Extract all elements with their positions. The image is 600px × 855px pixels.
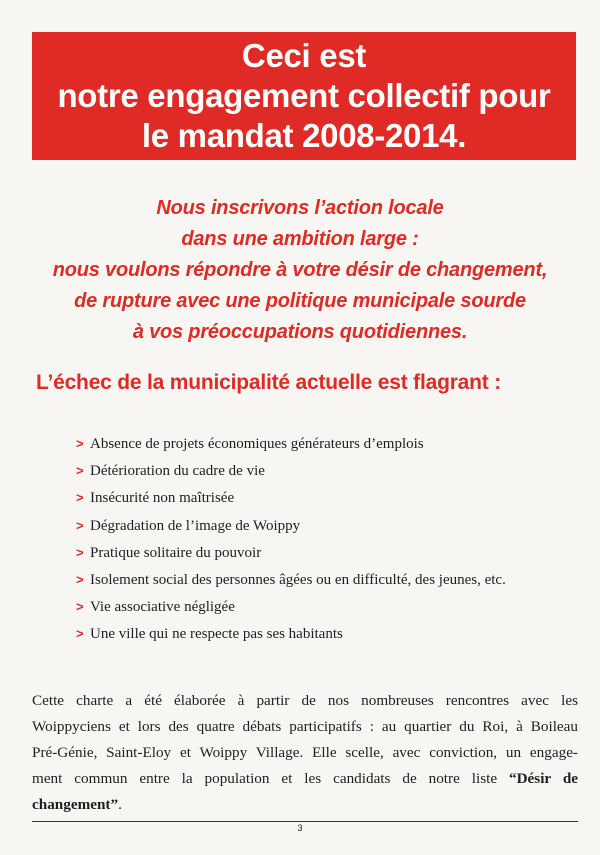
charter-line-3: Pré-Génie, Saint-Eloy et Woippy Village. Elle scelle, avec conviction, un engage- bbox=[32, 744, 578, 761]
list-item-text: Dégradation de l’image de Woippy bbox=[90, 517, 301, 534]
bullet-arrow-icon: > bbox=[76, 571, 84, 587]
title-line-1: Ceci est bbox=[241, 37, 367, 74]
list-item-text: Vie associative négligée bbox=[90, 599, 235, 616]
charter-line-4 bbox=[32, 766, 578, 792]
bullet-arrow-icon: > bbox=[76, 599, 84, 615]
page-number: 3 bbox=[297, 823, 303, 833]
bullet-arrow-icon: > bbox=[76, 436, 84, 451]
list-item bbox=[76, 484, 506, 511]
list-name-part1: “Désir de bbox=[509, 770, 579, 787]
footer-divider bbox=[32, 821, 578, 822]
list-item bbox=[76, 430, 506, 457]
charter-line-2: Woippyciens et lors des quatre débats participatifs : au quartier du Roi, à Boileau bbox=[32, 718, 578, 735]
failures-list bbox=[76, 430, 506, 648]
list-item bbox=[76, 566, 506, 593]
section-heading: L’échec de la municipalité actuelle est flagrant : bbox=[36, 371, 501, 394]
intro-line-5: à vos préoccupations quotidiennes. bbox=[132, 321, 468, 343]
list-item-text: Absence de projets économiques générateurs d’emplois bbox=[90, 436, 424, 452]
bullet-arrow-icon: > bbox=[76, 626, 84, 642]
list-item-text: Détérioration du cadre de vie bbox=[90, 463, 265, 480]
bullet-arrow-icon: > bbox=[76, 544, 84, 560]
list-item bbox=[76, 539, 506, 566]
charter-line-5 bbox=[32, 792, 578, 818]
charter-ending: . bbox=[118, 796, 122, 813]
bullet-arrow-icon: > bbox=[76, 463, 84, 479]
list-name-part2: changement” bbox=[32, 796, 119, 813]
list-item-text: Insécurité non maîtrisée bbox=[90, 490, 235, 507]
bullet-arrow-icon: > bbox=[76, 490, 84, 506]
intro-line-2: dans une ambition large : bbox=[181, 228, 419, 250]
list-item bbox=[76, 512, 506, 539]
bullet-arrow-icon: > bbox=[76, 517, 84, 533]
charter-line-1: Cette charte a été élaborée à partir de nos nombreuses rencontres avec les bbox=[32, 692, 578, 709]
list-item-text: Isolement social des personnes âgées ou en difficulté, des jeunes, etc. bbox=[90, 571, 506, 588]
list-item bbox=[76, 457, 506, 484]
title-line-3: le mandat 2008-2014. bbox=[141, 117, 467, 154]
intro-line-1: Nous inscrivons l’action locale bbox=[156, 197, 444, 219]
charter-paragraph bbox=[32, 688, 578, 818]
list-item bbox=[76, 593, 506, 620]
list-item-text: Pratique solitaire du pouvoir bbox=[90, 544, 262, 561]
title-banner bbox=[32, 32, 576, 160]
title-line-2: notre engagement collectif pour bbox=[57, 77, 551, 114]
charter-line-4-text: ment commun entre la population et les candidats de notre liste bbox=[32, 770, 498, 787]
list-item bbox=[76, 620, 506, 647]
intro-statement bbox=[0, 193, 600, 348]
intro-line-4: de rupture avec une politique municipale sourde bbox=[74, 290, 526, 312]
intro-line-3: nous voulons répondre à votre désir de changement, bbox=[52, 259, 548, 281]
list-item-text: Une ville qui ne respecte pas ses habitants bbox=[90, 626, 343, 643]
